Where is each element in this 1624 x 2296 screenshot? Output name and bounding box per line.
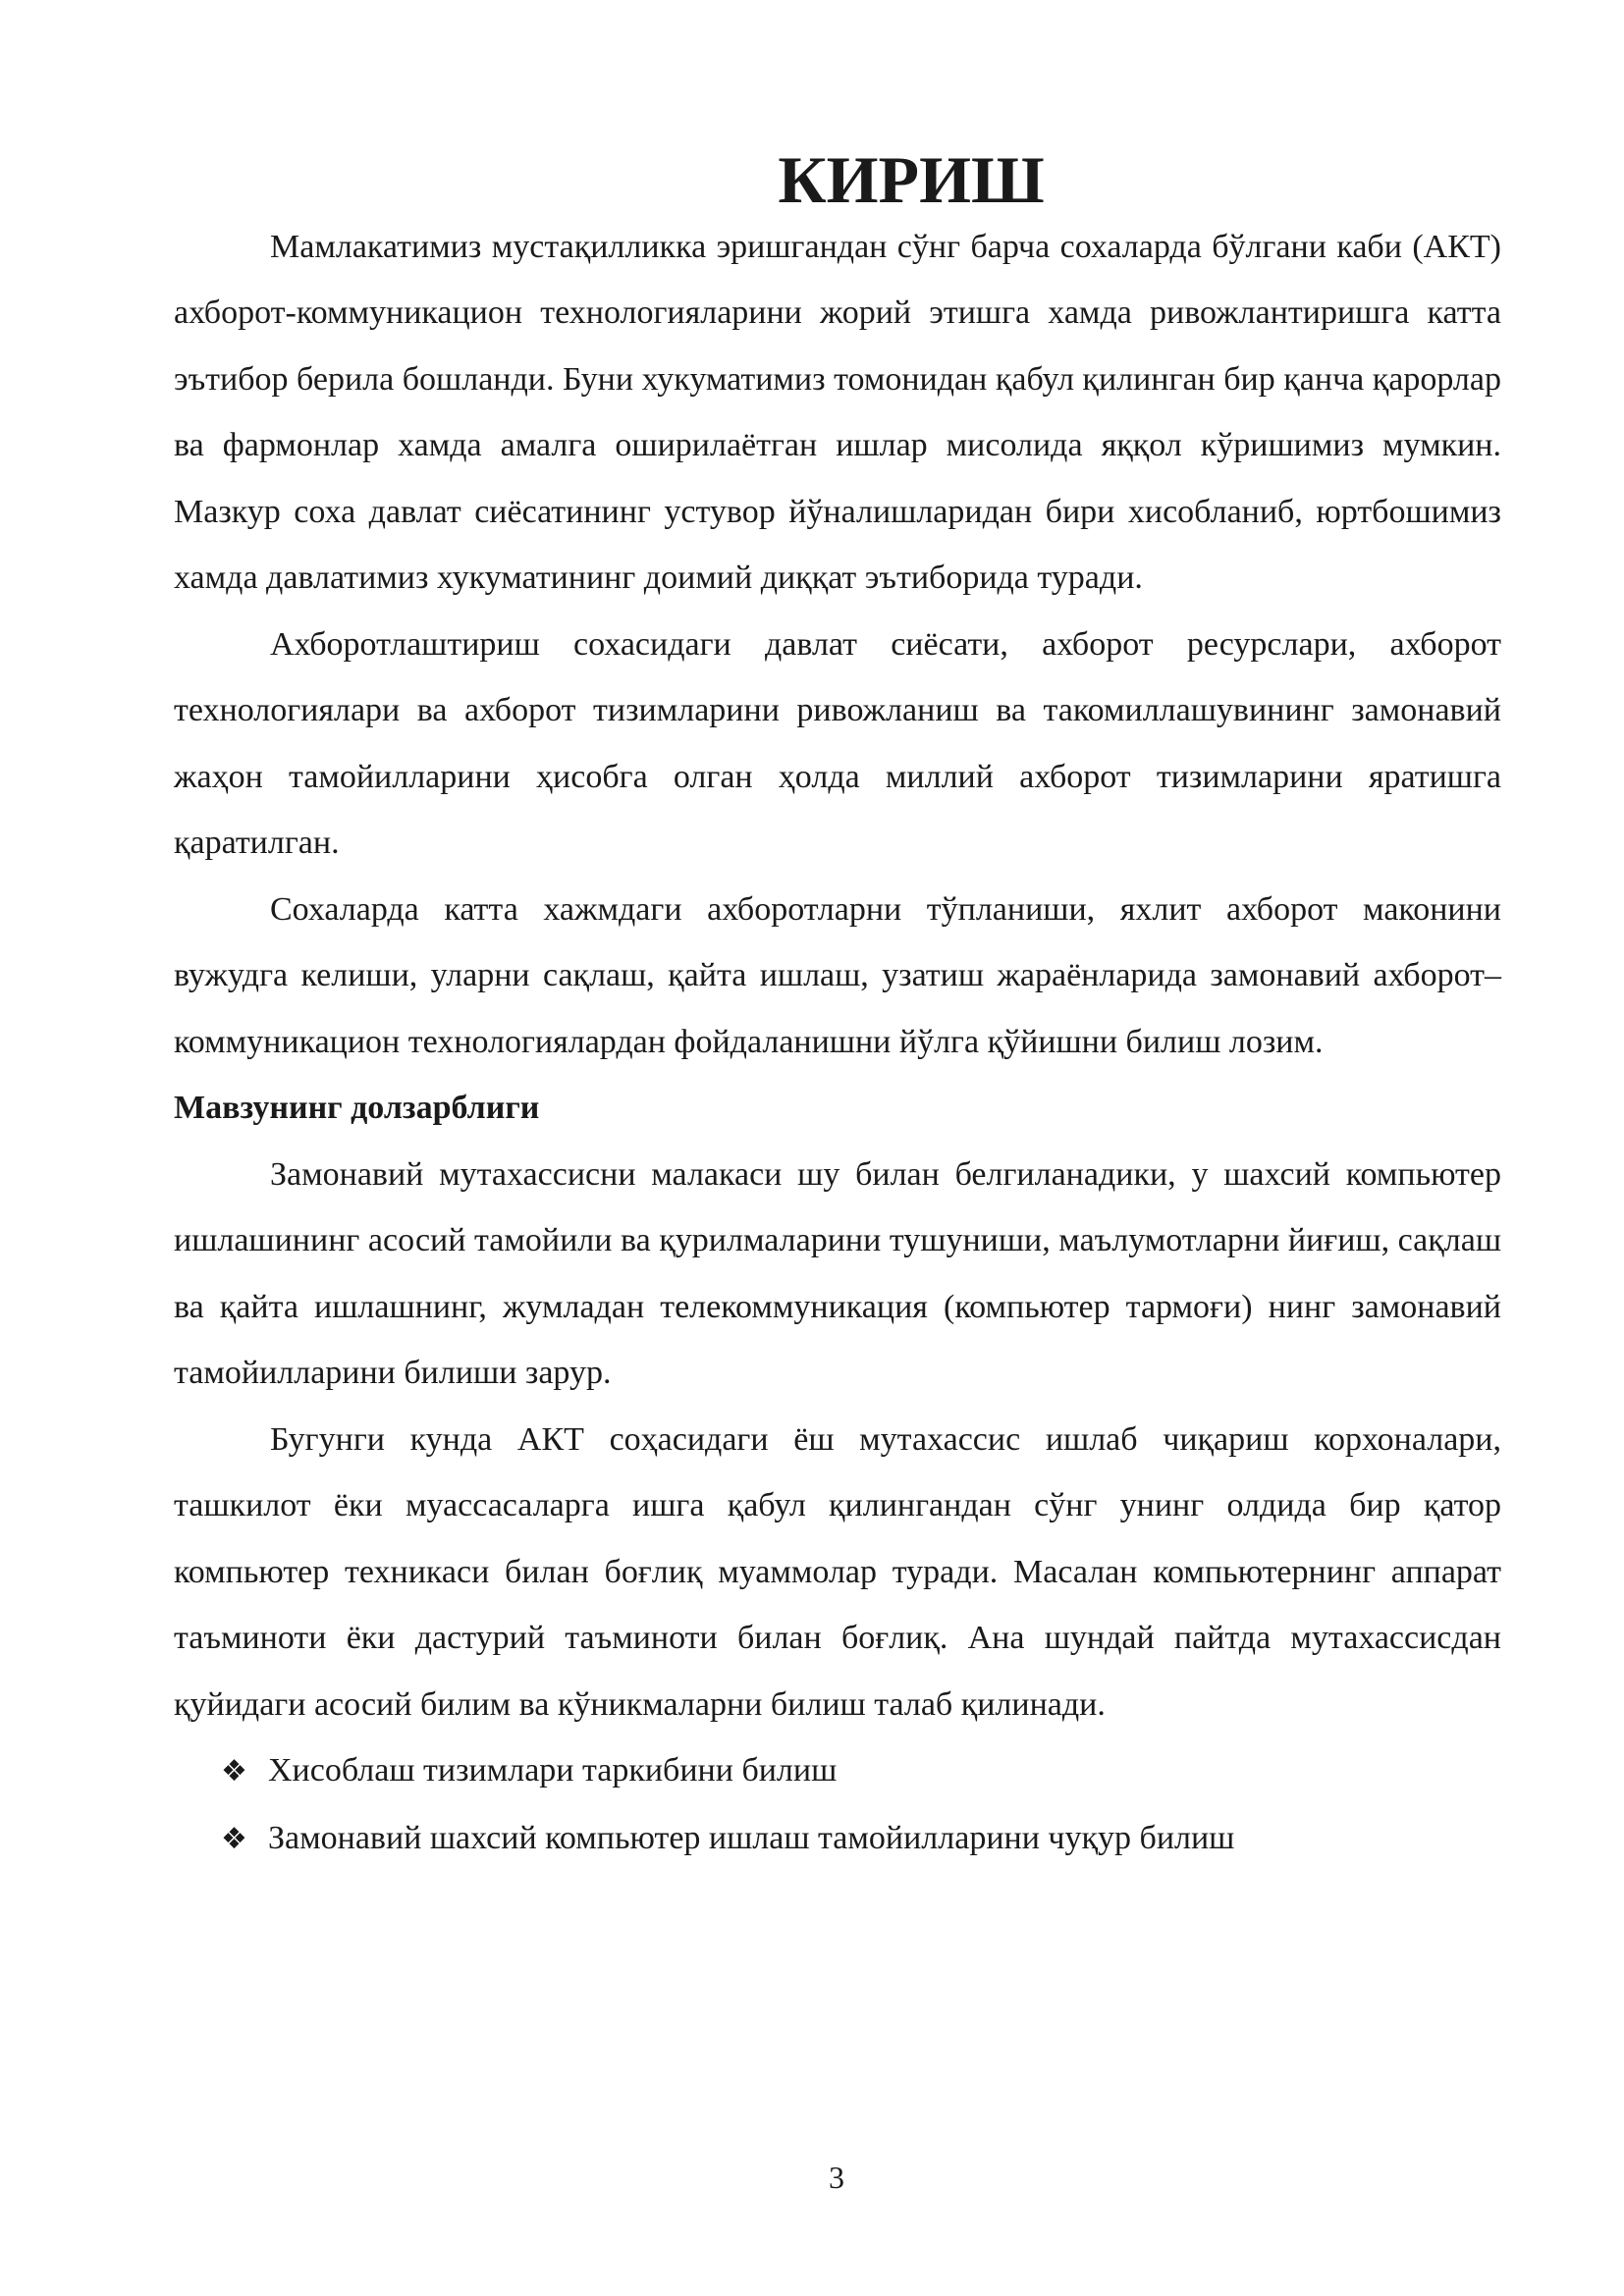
list-item bbox=[174, 1737, 1501, 1805]
list-item-text: Хисоблаш тизимлари таркибини билиш bbox=[268, 1752, 838, 1789]
paragraph-relevance-2: Бугунги кунда АКТ соҳасидаги ёш мутахассис ишлаб чиқариш корхоналари, ташкилот ёки муассасаларга ишга қабул қилингандан сўнг унинг олдида бир қатор компьютер техникаси билан боғлиқ муаммолар туради. Масалан компьютернинг аппарат таъминоти ёки дастурий таъминоти билан боғлиқ. Ана шундай пайтда мутахассисдан қуйидаги асосий билим ва кўникмаларни билиш талаб қилинади. bbox=[174, 1420, 1501, 1723]
paragraph-intro-2: Ахборотлаштириш сохасидаги давлат сиёсати, ахборот ресурслари, ахборот технологиялари ва ахборот тизимларини ривожланиш ва такомиллашувининг замонавий жаҳон тамойилларини ҳисобга олган ҳолда миллий ахборот тизимларини яратишга қаратилган. bbox=[174, 625, 1501, 861]
list-item bbox=[174, 1805, 1501, 1873]
diamond-bullet-icon: ❖ bbox=[221, 1821, 247, 1856]
paragraph-relevance-1: Замонавий мутахассисни малакаси шу билан белгиланадики, у шахсий компьютер ишлашининг асосий тамойили ва қурилмаларини тушуниши, маълумотларни йиғиш, сақлаш ва қайта ишлашнинг, жумладан телекоммуникация (компьютер тармоғи) нинг замонавий тамойилларини билиши зарур. bbox=[174, 1155, 1501, 1391]
section-heading: Мавзунинг долзарблиги bbox=[174, 1090, 540, 1126]
page-title: КИРИШ bbox=[778, 142, 1045, 217]
document-page bbox=[174, 142, 1501, 1872]
list-item-text: Замонавий шахсий компьютер ишлаш тамойилларини чуқур билиш bbox=[268, 1819, 1235, 1856]
page-number: 3 bbox=[829, 2160, 844, 2195]
paragraph-intro-3: Сохаларда катта хажмдаги ахборотларни тўпланиши, яхлит ахборот маконини вужудга келиши, уларни сақлаш, қайта ишлаш, узатиш жараёнларида замонавий ахборот–коммуникацион технологиялардан фойдаланишни йўлга қўйишни билиш лозим. bbox=[174, 890, 1501, 1060]
paragraph-intro-1: Мамлакатимиз мустақилликка эришгандан сўнг барча сохаларда бўлгани каби (АКТ) ахборот-коммуникацион технологияларини жорий этишга хамда ривожлантиришга катта эътибор берила бошланди. Буни хукуматимиз томонидан қабул қилинган бир қанча қарорлар ва фармонлар хамда амалга оширилаётган ишлар мисолида яққол кўришимиз мумкин. Мазкур соха давлат сиёсатининг устувор йўналишларидан бири хисобланиб, юртбошимиз хамда давлатимиз хукуматининг доимий диққат эътиборида туради. bbox=[174, 228, 1501, 596]
diamond-bullet-icon: ❖ bbox=[221, 1754, 247, 1789]
bullet-list bbox=[174, 1737, 1501, 1872]
